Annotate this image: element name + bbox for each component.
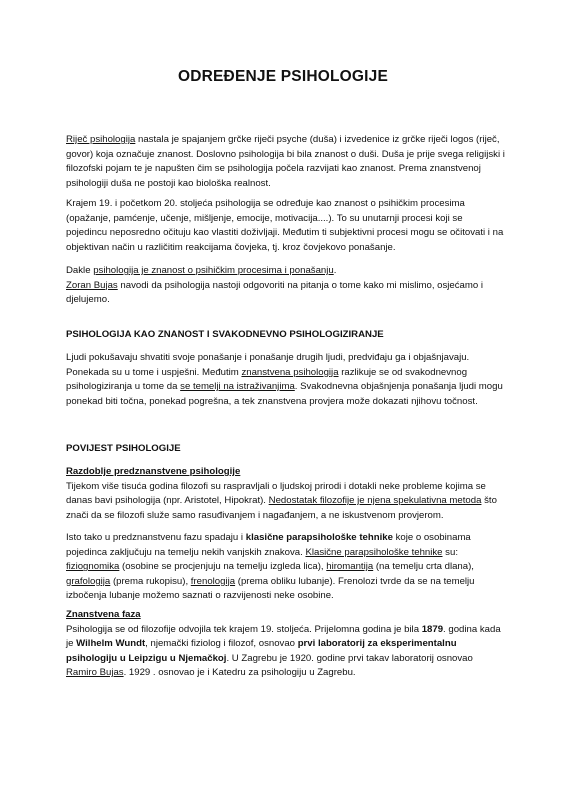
para-text-6: (prema rukopisu),: [110, 575, 191, 587]
term-hiromantija: hiromantija: [326, 561, 374, 573]
paragraph-parapsihologija: [66, 531, 506, 604]
intro-paragraph: [66, 133, 506, 191]
year-1879: 1879: [421, 623, 444, 635]
para-text-5: (na temelju crta dlana),: [373, 561, 474, 573]
summary-text-1: Dakle: [66, 265, 94, 276]
znanstvena-text-2: . godina kada je: [66, 623, 501, 650]
name-ramiro-bujas: Ramiro Bujas: [66, 667, 124, 679]
term-klasicne-tehnike: Klasične parapsihološke tehnike: [305, 546, 443, 558]
psihologiziranje-text-1: Ljudi pokušavaju shvatiti svoje ponašanje i ponašanje drugih ljudi, predviđaju ga i objašnjavaju. Ponekada su u tome i uspješni. Međutim: [66, 352, 470, 378]
term-fiziognomika: fiziognomika: [66, 561, 120, 573]
subheading-znanstvena-faza: Znanstvena faza: [66, 609, 141, 620]
name-wilhelm-wundt: Wilhelm Wundt: [76, 638, 146, 650]
intro-text: nastala je spajanjem grčke riječi psyche (duša) i izvedenice iz grčke riječi logos (riječ, govor) koja označuje znanost. Doslovno psihologija bi bila znanost o duši. Duša je prije svega religijski i filozofski pojam te je napušten čim se psihologija počela razvijati kao znanost. Prema znanstvenoj psihologiji duša ne postoji kao biološka realnost.: [66, 134, 505, 189]
znanstvena-text-5: . 1929 . osnovao je i Katedru za psihologiju u Zagrebu.: [123, 667, 356, 679]
paragraph-definition: [66, 197, 506, 255]
para-text-1: Isto tako u predznanstvenu fazu spadaju i: [66, 532, 246, 543]
term-spekulativna-metoda: Nedostatak filozofije je njena spekulativna metoda: [268, 495, 482, 507]
heading-znanost-psihologiziranje: PSIHOLOGIJA KAO ZNANOST I SVAKODNEVNO PSIHOLOGIZIRANJE: [66, 329, 384, 340]
summary-definition: psihologija je znanost o psihičkim procesima i ponašanju: [93, 265, 334, 276]
term-istrazivanja: se temelji na istraživanjima: [180, 381, 295, 393]
para-text-7: (prema obliku lubanje). Frenolozi tvrde da se na temelju izbočenja lubanje možemo saznati o razvijenosti neke osobine.: [66, 575, 475, 602]
predznanstvena-text-1: Tijekom više tisuća godina filozofi su raspravljali o ljudskoj prirodi i dotakli neke probleme kojima se danas bavi psihologija (npr. Aristotel, Hipokrat).: [66, 480, 486, 507]
znanstvena-text-4: . U Zagrebu je 1920. godine prvi takav laboratorij osnovao: [226, 652, 473, 664]
summary-text-2: .: [333, 265, 337, 276]
paragraph-definition-text: Krajem 19. i početkom 20. stoljeća psihologija se određuje kao znanost o psihičkim procesima (opažanje, pamćenje, učenje, mišljenje, emocije, motivacija....). To su unutarnji procesi koji se pojedincu neposredno očituju kao vlastiti doživljaji. Međutim ti subjektivni procesi mogu se očitovati i na objektivan način u različitim reakcijama čovjeka, tj. kroz čovjekovo ponašanje.: [66, 198, 504, 253]
para-text-3: su:: [442, 546, 458, 558]
znanstvena-text-1: Psihologija se od filozofije odvojila tek krajem 19. stoljeća. Prijelomna godina je bila: [66, 623, 422, 635]
term-frenologija: frenologija: [190, 575, 236, 587]
page-title: ODREĐENJE PSIHOLOGIJE: [177, 68, 389, 85]
psihologiziranje-text-2: razlikuje se od svakodnevnog psihologiziranja u tome da: [66, 366, 468, 393]
term-rijec-psihologija: Riječ psihologija: [66, 134, 136, 145]
psihologiziranje-text-3: . Svakodnevna objašnjenja ponašanja ljudi mogu ponekad biti točna, ponekad pogrešna, a tek znanstvena provjera može dokazati njihovu točnost.: [66, 381, 503, 407]
heading-povijest: POVIJEST PSIHOLOGIJE: [66, 443, 181, 454]
term-klasicne-tehnike-bold: klasične parapsihološke tehnike: [245, 532, 393, 543]
summary-text-3: navodi da psihologija nastoji odgovoriti na pitanja o tome kako mi mislimo, osjećamo i djelujemo.: [66, 279, 484, 306]
term-prvi-laboratorij: prvi laboratorij za eksperimentalnu psihologiju u Leipzigu u Njemačkoj: [66, 638, 457, 664]
term-grafologija: grafologija: [66, 575, 111, 587]
znanstvena-text-3: , njemački fiziolog i filozof, osnovao: [145, 638, 298, 650]
para-text-4: (osobine se procjenjuju na temelju izgleda lica),: [119, 561, 327, 573]
section-znanstvena-faza: [66, 608, 506, 681]
paragraph-psihologiziranje: [66, 351, 506, 409]
predznanstvena-text-2: što znači da se filozofi služe samo rasuđivanjem i nagađanjem, a ne iskustvenom provjerom.: [66, 495, 497, 521]
author-zoran-bujas: Zoran Bujas: [66, 279, 118, 291]
paragraph-summary: [66, 264, 506, 308]
section-predznanstvena: [66, 465, 506, 523]
subheading-predznanstvena: Razdoblje predznanstvene psihologije: [66, 466, 241, 477]
term-znanstvena-psihologija: znanstvena psihologija: [241, 366, 339, 378]
para-text-2: koje o osobinama pojedinca zaključuju na temelju nekih vanjskih znakova.: [66, 532, 471, 558]
